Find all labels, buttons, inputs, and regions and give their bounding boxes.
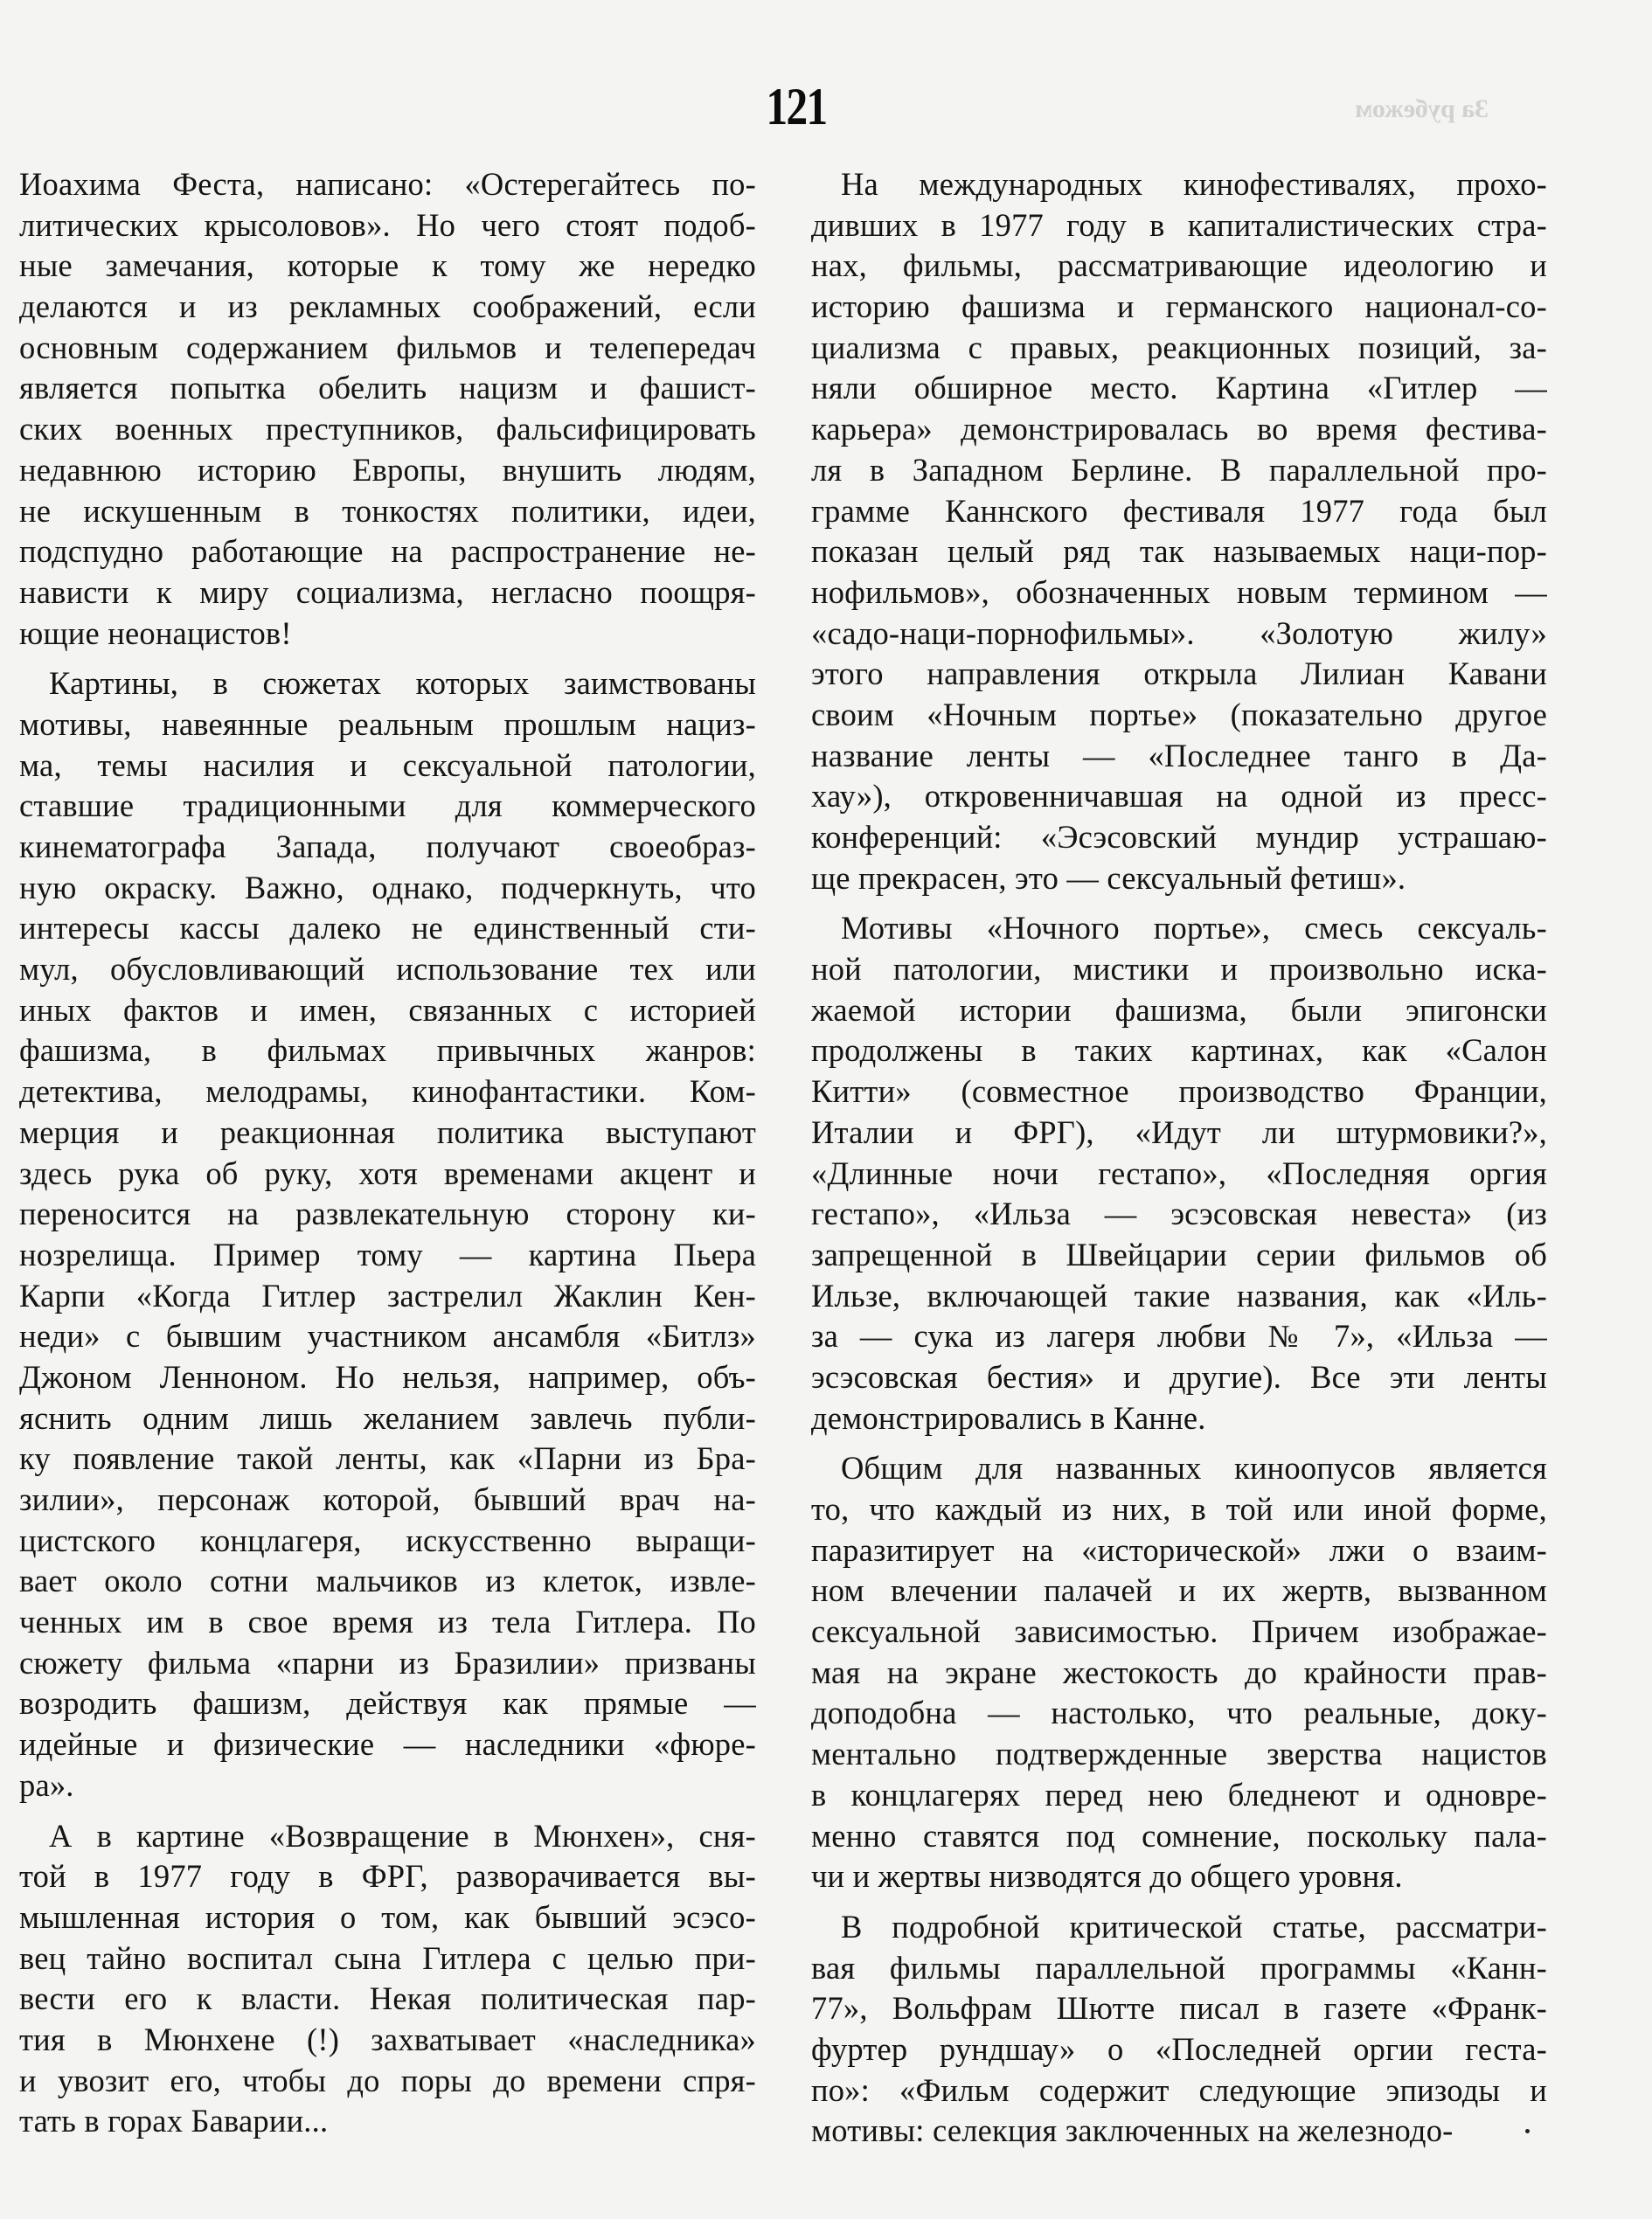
paragraph-gap [811,1439,1547,1448]
text-line: ра». [19,1766,74,1803]
text-line: сюжету фильма «парни из Бразилии» призваны [19,1644,756,1681]
text-line: иных фактов и имен, связанных с историей [19,991,756,1028]
text-line: паразитирует на «исторической» лжи о взаим- [811,1531,1547,1568]
text-line: тать в горах Баварии... [19,2103,329,2139]
text-line: эсэсовская бестия» и другие). Все эти ленты [811,1358,1547,1395]
text-line: мул, обусловливающий использование тех или [19,951,756,988]
text-line: этого направления открыла Лилиан Кавани [811,655,1547,692]
text-line: демонстрировались в Канне. [811,1399,1206,1436]
text-line: вец тайно воспитал сына Гитлера с целью при- [19,1939,756,1976]
text-line: показан целый ряд так называемых наци-пор- [811,533,1547,570]
text-line: Ильзе, включающей такие названия, как «Иль- [811,1277,1547,1314]
text-line: На международных кинофестивалях, прохо- [841,166,1547,202]
text-line: 77», Вольфрам Шютте писал в газете «Франк- [811,1990,1547,2027]
text-line: грамме Каннского фестиваля 1977 года был [811,492,1547,529]
text-line: Иоахима Феста, написано: «Остерегайтесь по- [19,166,756,202]
text-line: мышленная история о том, как бывший эсэсо- [19,1898,756,1935]
text-line: ще прекрасен, это — сексуальный фетиш». [811,859,1406,896]
text-line: в концлагерях перед нею бледнеют и одновре- [811,1776,1547,1813]
text-line: вести его к власти. Некая политическая пар- [19,1980,756,2017]
bleed-through-header: За рубежом [1355,94,1489,123]
text-line: карьера» демонстрировалась во время фестива- [811,411,1547,447]
text-line: менно ставятся под сомнение, поскольку пала- [811,1817,1547,1854]
text-line: мотивы: селекция заключенных на железнодо- [811,2112,1454,2149]
text-line: мотивы, навеянные реальным прошлым нациз- [19,705,756,742]
text-line: хау»), откровенничавшая на одной из пресс- [811,778,1547,815]
text-line: неди» с бывшим участником ансамбля «Битлз» [19,1318,756,1355]
text-line: «Длинные ночи гестапо», «Последняя оргия [811,1155,1547,1191]
paragraph-gap [811,1897,1547,1907]
text-line: А в картине «Возвращение в Мюнхен», сня- [49,1817,756,1854]
text-line: Мотивы «Ночного портье», смесь сексуаль- [841,910,1547,947]
text-line: зилии», персонаж которой, бывший врач на- [19,1481,756,1517]
text-line: ную окраску. Важно, однако, подчеркнуть, что [19,869,756,905]
text-line: ном влечении палачей и их жертв, вызванном [811,1572,1547,1609]
text-line: нозрелища. Пример тому — картина Пьера [19,1236,756,1272]
text-line: Китти» (совместное производство Франции, [811,1073,1547,1110]
text-line: ные замечания, которые к тому же нередко [19,247,756,284]
text-line: Джоном Ленноном. Но нельзя, например, объ- [19,1358,756,1395]
text-line: циализма с правых, реакционных позиций, за- [811,329,1547,365]
text-line: вает около сотни мальчиков из клеток, извле- [19,1563,756,1599]
text-line: Италии и ФРГ), «Идут ли штурмовики?», [811,1113,1547,1150]
text-line: дивших в 1977 году в капиталистических стра- [811,206,1547,243]
text-line: яснить одним лишь желанием завлечь публи- [19,1399,756,1436]
text-line: ной патологии, мистики и произвольно иска- [811,951,1547,988]
text-line: фуртер рундшау» о «Последней оргии геста- [811,2030,1547,2067]
text-line: по»: «Фильм содержит следующие эпизоды и [811,2071,1547,2108]
paragraph [19,1816,756,2143]
text-line: и увозит его, чтобы до поры до времени спря- [19,2062,756,2098]
text-line: здесь рука об руку, хотя временами акцент и [19,1155,756,1191]
text-line: возродить фашизм, действуя как прямые — [19,1685,756,1722]
text-line: детектива, мелодрамы, кинофантастики. Ком- [19,1073,756,1110]
paragraph-gap [19,654,756,663]
text-line: нависти к миру социализма, негласно поощря- [19,573,756,610]
paragraph [811,908,1547,1439]
text-line: интересы кассы далеко не единственный сти- [19,910,756,947]
text-line: фашизма, в фильмах привычных жанров: [19,1032,756,1069]
text-line: мерция и реакционная политика выступают [19,1113,756,1150]
text-line: название ленты — «Последнее танго в Да- [811,737,1547,773]
text-line: своим «Ночным портье» (показательно другое [811,696,1547,732]
text-line: ющие неонацистов! [19,614,292,651]
print-speck [1525,2129,1530,2133]
text-line: идейные и физические — наследники «фюре- [19,1726,756,1763]
text-line: ку появление такой ленты, как «Парни из Бра- [19,1440,756,1477]
text-line: жаемой истории фашизма, были эпигонски [811,991,1547,1028]
text-line: сексуальной зависимостью. Причем изображае- [811,1613,1547,1650]
text-line: не искушенным в тонкостях политики, идеи, [19,492,756,529]
text-line: доподобна — настолько, что реальные, доку- [811,1695,1547,1731]
text-line: гестапо», «Ильза — эсэсовская невеста» (из [811,1196,1547,1232]
text-line: продолжены в таких картинах, как «Салон [811,1032,1547,1069]
text-line: Карпи «Когда Гитлер застрелил Жаклин Кен- [19,1277,756,1314]
paragraph [811,1448,1547,1897]
text-line: тия в Мюнхене (!) захватывает «наследника» [19,2021,756,2057]
text-line: ских военных преступников, фальсифицировать [19,411,756,447]
paragraph-gap [19,1806,756,1816]
text-line: ля в Западном Берлине. В параллельной про- [811,451,1547,488]
text-line: той в 1977 году в ФРГ, разворачивается вы- [19,1858,756,1895]
text-line: мая на экране жестокость до крайности прав- [811,1654,1547,1690]
text-line: цистского концлагеря, искусственно выращи- [19,1522,756,1558]
text-line: ма, темы насилия и сексуальной патологии, [19,746,756,783]
paragraph-gap [811,898,1547,908]
page-number: 121 [766,78,827,135]
text-line: ченных им в свое время из тела Гитлера. По [19,1604,756,1640]
text-line: является попытка обелить нацизм и фашист- [19,370,756,406]
text-line: литических крысоловов». Но чего стоят подоб- [19,206,756,243]
text-line: переносится на развлекательную сторону ки- [19,1196,756,1232]
text-line: подспудно работающие на распространение не- [19,533,756,570]
text-line: чи и жертвы низводятся до общего уровня. [811,1858,1403,1895]
text-line: кинематографа Запада, получают своеобраз- [19,829,756,864]
paragraph [19,663,756,1806]
text-line: «садо-наци-порнофильмы». «Золотую жилу» [811,614,1547,651]
text-line: вая фильмы параллельной программы «Канн- [811,1949,1547,1986]
paragraph [19,164,756,654]
paragraph [811,1907,1547,2152]
left-column [19,164,756,2142]
text-line: то, что каждый из них, в той или иной форме, [811,1491,1547,1527]
right-column [811,164,1547,2152]
text-line: делаются и из рекламных соображений, если [19,288,756,325]
text-line: за — сука из лагеря любви № 7», «Ильза — [811,1318,1547,1355]
text-line: няли обширное место. Картина «Гитлер — [811,370,1547,406]
text-line: Картины, в сюжетах которых заимствованы [49,665,756,702]
text-line: историю фашизма и германского национал-со- [811,288,1547,325]
text-line: ставшие традиционными для коммерческого [19,787,756,824]
text-line: конференций: «Эсэсовский мундир устрашаю- [811,819,1547,855]
text-line: Общим для названных киноопусов является [841,1450,1547,1487]
text-line: В подробной критической статье, рассматри- [841,1908,1547,1945]
text-line: ментально подтвержденные зверства нацистов [811,1736,1547,1772]
text-line: основным содержанием фильмов и телепередач [19,329,756,365]
text-line: запрещенной в Швейцарии серии фильмов об [811,1236,1547,1272]
paragraph [811,164,1547,898]
text-line: нах, фильмы, рассматривающие идеологию и [811,247,1547,284]
text-line: недавнюю историю Европы, внушить людям, [19,451,756,488]
text-line: нофильмов», обозначенных новым термином — [811,573,1547,610]
